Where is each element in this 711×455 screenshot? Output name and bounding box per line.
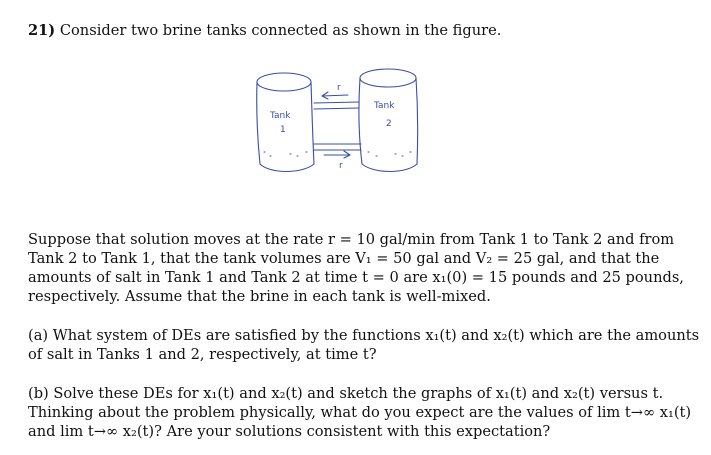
part-a-line-2: of salt in Tanks 1 and 2, respectively, at time t? [28,346,377,363]
paragraph-1-line-1: Suppose that solution moves at the rate r = 10 gal/min from Tank 1 to Tank 2 and from [28,231,675,248]
problem-heading [28,22,501,40]
tank-1-drawing [257,73,314,172]
bottom-pipe [314,144,361,150]
paragraph-1-line-4: respectively. Assume that the brine in each tank is well-mixed. [28,288,491,305]
problem-number: 21) [28,22,56,39]
bottom-rate-label: r [339,161,343,171]
part-a-line-1: (a) What system of DEs are satisfied by the functions x₁(t) and x₂(t) which are the amounts [28,327,700,344]
brine-tanks-figure [250,64,430,182]
top-pipe [314,102,359,109]
tank-1-number: 1 [280,125,286,135]
paragraph-1-line-2: Tank 2 to Tank 1, that the tank volumes are V₁ = 50 gal and V₂ = 25 gal, and that the [28,250,660,267]
paragraph-1-line-3: amounts of salt in Tank 1 and Tank 2 at time t = 0 are x₁(0) = 15 pounds and 25 pounds, [28,269,684,286]
tank-2-number: 2 [386,119,392,129]
top-flow-arrow [322,92,348,99]
problem-intro: Consider two brine tanks connected as shown in the figure. [59,22,502,39]
top-rate-label: r [337,83,341,93]
part-b-line-2: Thinking about the problem physically, what do you expect are the values of lim t→∞ x₁(t) [28,404,692,421]
part-b-line-1: (b) Solve these DEs for x₁(t) and x₂(t) and sketch the graphs of x₁(t) and x₂(t) versus t. [28,385,664,402]
tank-2-label: Tank [374,101,395,111]
part-b-line-3: and lim t→∞ x₂(t)? Are your solutions consistent with this expectation? [28,423,551,440]
bottom-flow-arrow [324,151,350,158]
tank-1-label: Tank [270,111,291,121]
